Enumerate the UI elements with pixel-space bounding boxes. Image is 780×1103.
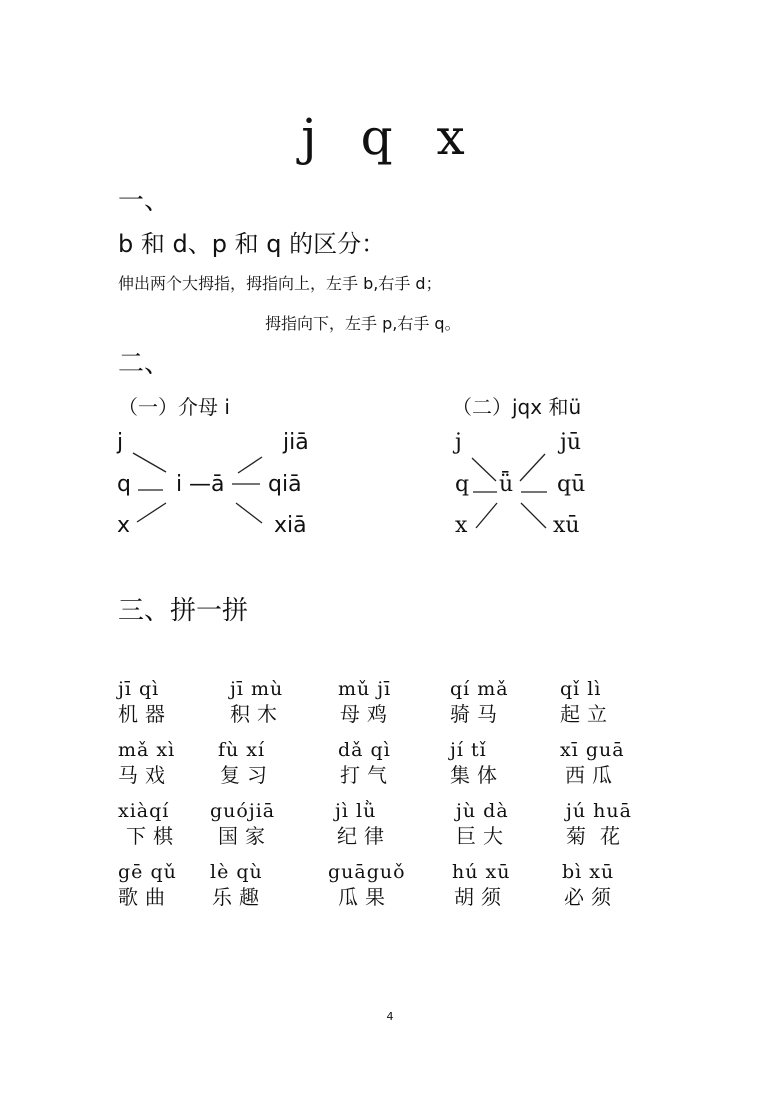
word-hanzi: 集体 bbox=[450, 763, 504, 787]
word-pinyin: fù xí bbox=[218, 739, 266, 761]
word-pinyin: qǐ lì bbox=[560, 678, 602, 700]
word-pinyin: dǎ qì bbox=[338, 739, 391, 761]
part-1-result-xia: xiā bbox=[274, 513, 307, 538]
page-number: 4 bbox=[386, 1010, 394, 1023]
word-pinyin: jù dà bbox=[456, 800, 509, 822]
line-x-to-u bbox=[476, 503, 497, 528]
word-hanzi: 胡须 bbox=[454, 885, 508, 909]
word-hanzi: 西瓜 bbox=[565, 763, 619, 787]
section-2-heading: 二、 bbox=[118, 349, 171, 379]
word-pinyin: hú xū bbox=[452, 861, 511, 883]
part-2-initial-x: x bbox=[455, 513, 468, 538]
part-1-result-jia: jiā bbox=[283, 430, 309, 455]
part-1-result-qia: qiā bbox=[268, 472, 302, 497]
part-1-initial-q: q bbox=[117, 472, 131, 497]
word-hanzi: 骑马 bbox=[450, 702, 504, 726]
word-pinyin: jì lǜ bbox=[335, 800, 377, 822]
word-pinyin: xī guā bbox=[560, 739, 625, 761]
section-3-heading: 三、拼一拼 bbox=[118, 596, 249, 626]
part-2-result-xu: xū bbox=[553, 513, 580, 538]
word-hanzi: 瓜果 bbox=[338, 885, 392, 909]
part-2-initial-j: j bbox=[455, 430, 462, 455]
section-1-subtitle: b 和 d、p 和 q 的区分： bbox=[118, 230, 386, 258]
word-hanzi: 乐趣 bbox=[212, 885, 266, 909]
word-pinyin: guójiā bbox=[210, 800, 276, 822]
part-1-label: （一）介母 i bbox=[118, 395, 230, 419]
part-2-result-qu: qū bbox=[557, 472, 586, 497]
word-pinyin: jī mù bbox=[230, 678, 284, 700]
line-a-to-xia bbox=[236, 503, 262, 523]
word-hanzi: 复习 bbox=[220, 763, 274, 787]
word-hanzi: 歌曲 bbox=[118, 885, 172, 909]
word-hanzi: 机器 bbox=[118, 702, 172, 726]
part-2-result-ju: jū bbox=[560, 430, 581, 455]
part-2-initial-q: q bbox=[455, 472, 470, 497]
word-hanzi: 马戏 bbox=[118, 763, 172, 787]
section-1-heading: 一、 bbox=[118, 186, 171, 216]
word-pinyin: mǔ jī bbox=[338, 678, 392, 700]
word-hanzi: 纪律 bbox=[337, 824, 391, 848]
section-1-line-2: 拇指向下，左手 p,右手 q。 bbox=[265, 314, 461, 333]
word-pinyin: xiàqí bbox=[118, 800, 170, 822]
word-pinyin: jī qì bbox=[118, 678, 160, 700]
part-1-initial-j: j bbox=[117, 430, 124, 455]
word-hanzi: 下棋 bbox=[126, 824, 180, 848]
word-pinyin: gē qǔ bbox=[118, 861, 177, 883]
part-2-label: （二）jqx 和ü bbox=[452, 395, 582, 419]
word-pinyin: mǎ xì bbox=[118, 739, 176, 761]
word-hanzi: 母鸡 bbox=[340, 702, 394, 726]
word-pinyin: jí tǐ bbox=[450, 739, 487, 761]
word-pinyin: qí mǎ bbox=[450, 678, 509, 700]
word-pinyin: lè qù bbox=[210, 861, 263, 883]
line-u-to-ju bbox=[520, 454, 545, 481]
line-j-to-i bbox=[133, 453, 166, 472]
word-hanzi: 菊花 bbox=[566, 824, 634, 848]
line-u-to-xu bbox=[521, 503, 546, 528]
word-hanzi: 打气 bbox=[340, 763, 394, 787]
word-hanzi: 积木 bbox=[230, 702, 284, 726]
part-1-initial-x: x bbox=[117, 513, 131, 538]
part-1-vowel-i: i bbox=[176, 472, 183, 497]
word-pinyin: guāguǒ bbox=[328, 861, 406, 883]
word-hanzi: 必须 bbox=[564, 885, 618, 909]
part-1-vowel-a: ā bbox=[211, 472, 225, 497]
section-1-line-1: 伸出两个大拇指，拇指向上，左手 b,右手 d； bbox=[118, 274, 442, 293]
line-j-to-u bbox=[472, 458, 496, 481]
word-hanzi: 国家 bbox=[218, 824, 272, 848]
line-x-to-i bbox=[137, 503, 166, 522]
page-title: j q x bbox=[301, 108, 479, 166]
line-a-to-jia bbox=[238, 457, 262, 473]
word-pinyin: jú huā bbox=[566, 800, 632, 822]
word-hanzi: 巨大 bbox=[456, 824, 510, 848]
word-hanzi: 起立 bbox=[560, 702, 614, 726]
part-1-dash: — bbox=[189, 472, 211, 497]
word-pinyin: bì xū bbox=[562, 861, 615, 883]
part-2-vowel-u: ǖ bbox=[499, 472, 514, 497]
